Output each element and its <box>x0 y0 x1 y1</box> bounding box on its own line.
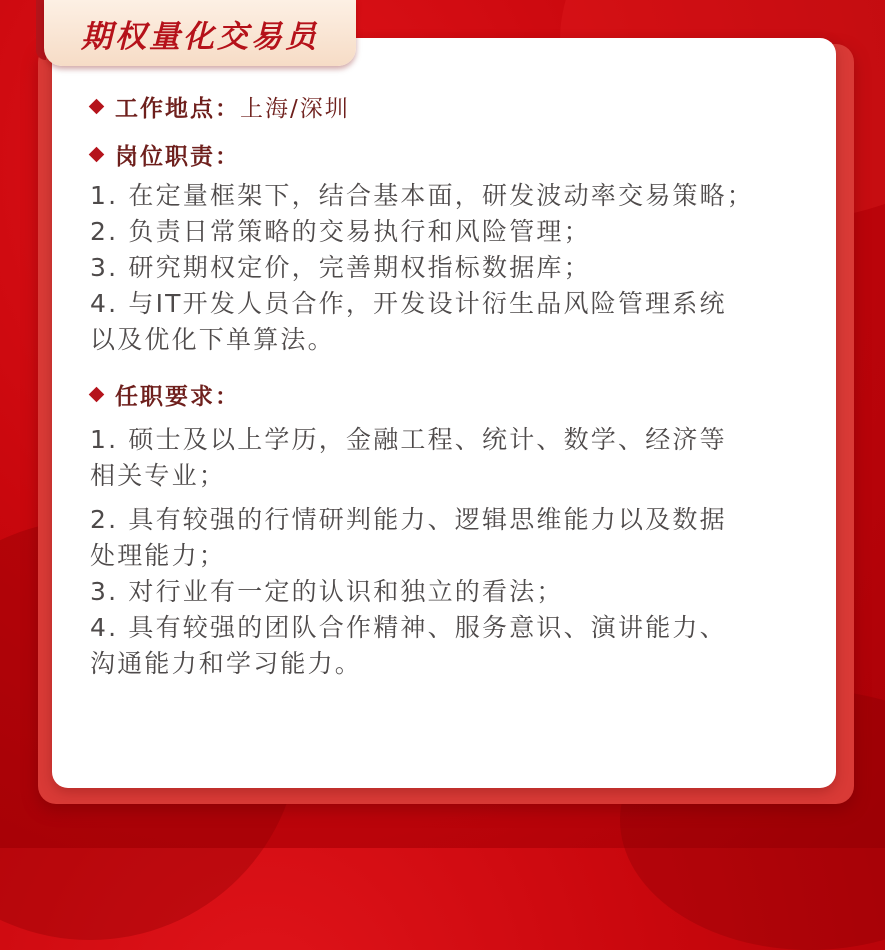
location-value: 上海/深圳 <box>240 95 350 122</box>
requirement-item: 沟通能力和学习能力。 <box>90 649 363 678</box>
diamond-bullet-icon <box>89 386 105 402</box>
job-content <box>86 86 816 682</box>
duty-item: 2. 负责日常策略的交易执行和风险管理； <box>90 217 591 246</box>
requirements-heading <box>86 374 816 414</box>
duties-heading-text: 岗位职责： <box>115 143 240 170</box>
diamond-bullet-icon <box>89 98 105 114</box>
location-label: 工作地点： <box>115 95 240 122</box>
duty-item: 1. 在定量框架下，结合基本面，研发波动率交易策略； <box>90 181 755 210</box>
duties-heading <box>86 134 816 174</box>
requirement-item: 4. 具有较强的团队合作精神、服务意识、演讲能力、 <box>90 613 727 642</box>
duty-item: 3. 研究期权定价，完善期权指标数据库； <box>90 253 591 282</box>
requirements-heading-text: 任职要求： <box>115 383 240 410</box>
requirement-item: 1. 硕士及以上学历，金融工程、统计、数学、经济等 <box>90 425 727 454</box>
duty-item: 4. 与IT开发人员合作，开发设计衍生品风险管理系统 <box>90 289 727 318</box>
requirement-item: 处理能力； <box>90 541 227 570</box>
requirement-item: 相关专业； <box>90 461 227 490</box>
diamond-bullet-icon <box>89 146 105 162</box>
job-title: 期权量化交易员 <box>81 18 319 55</box>
title-tab <box>44 0 356 66</box>
requirement-item: 2. 具有较强的行情研判能力、逻辑思维能力以及数据 <box>90 505 727 534</box>
requirement-item: 3. 对行业有一定的认识和独立的看法； <box>90 577 564 606</box>
duty-item: 以及优化下单算法。 <box>90 325 335 354</box>
location-heading <box>86 86 816 126</box>
